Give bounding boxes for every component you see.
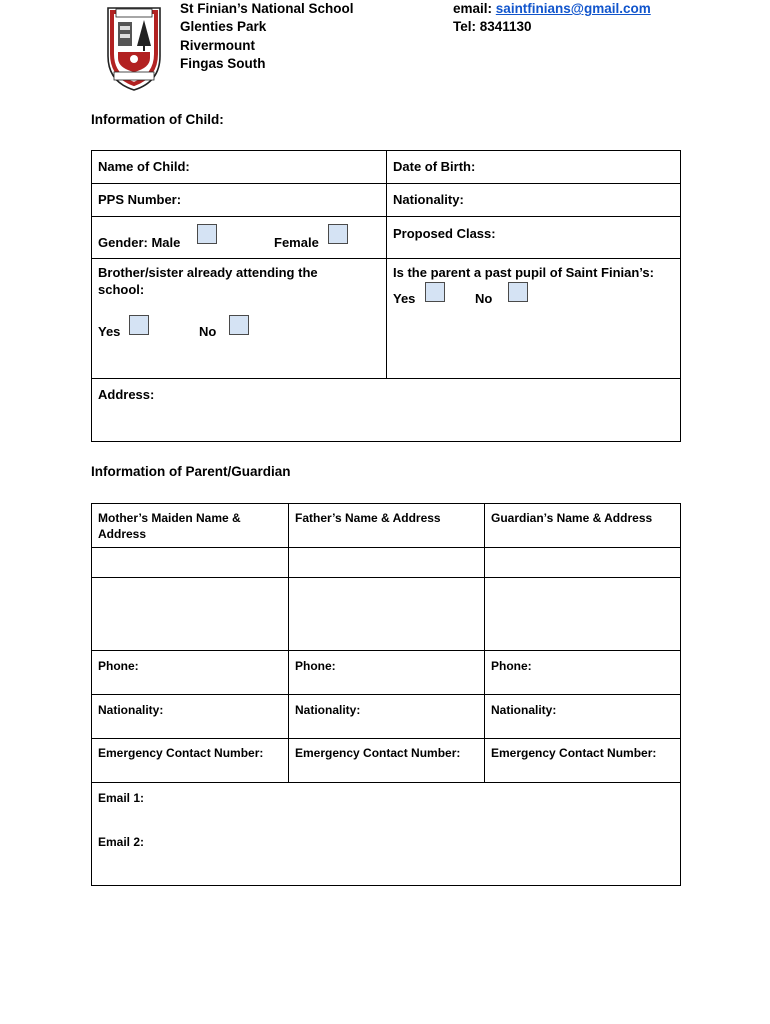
school-crest-logo	[104, 4, 164, 94]
past-pupil-yes-checkbox[interactable]	[425, 282, 445, 302]
parent-section-heading: Information of Parent/Guardian	[91, 464, 291, 479]
father-nationality-cell[interactable]	[288, 694, 485, 739]
past-pupil-no-checkbox[interactable]	[508, 282, 528, 302]
sibling-question-line2: school:	[98, 282, 145, 297]
father-header-cell	[288, 503, 485, 548]
school-email-line	[453, 0, 651, 19]
sibling-yes-checkbox[interactable]	[129, 315, 149, 335]
gender-female-label: Female	[274, 235, 319, 250]
father-header: Father’s Name & Address	[295, 511, 441, 525]
guardian-nationality-label: Nationality:	[491, 703, 557, 717]
gender-male-label: Gender: Male	[98, 235, 181, 250]
mother-address-cell[interactable]	[91, 577, 289, 651]
email-label: email:	[453, 1, 493, 16]
proposed-class-label: Proposed Class:	[393, 226, 496, 241]
gender-female-checkbox[interactable]	[328, 224, 348, 244]
school-name: St Finian’s National School	[180, 1, 354, 16]
child-nationality-cell[interactable]	[386, 183, 681, 217]
date-of-birth-label: Date of Birth:	[393, 159, 476, 174]
school-address-line3: Fingas South	[180, 56, 266, 71]
school-address-line1: Glenties Park	[180, 19, 267, 34]
past-pupil-yes-label: Yes	[393, 291, 416, 306]
guardian-emergency-label: Emergency Contact Number:	[491, 746, 657, 760]
guardian-phone-cell[interactable]	[484, 650, 681, 695]
school-address-line2: Rivermount	[180, 38, 256, 53]
gender-male-checkbox[interactable]	[197, 224, 217, 244]
sibling-attending-cell	[91, 258, 387, 379]
mother-name-cell[interactable]	[91, 547, 289, 578]
email1-label: Email 1:	[98, 791, 145, 805]
pps-number-cell[interactable]	[91, 183, 387, 217]
father-phone-cell[interactable]	[288, 650, 485, 695]
guardian-header: Guardian’s Name & Address	[491, 511, 653, 525]
email2-label: Email 2:	[98, 835, 145, 849]
past-pupil-no-label: No	[475, 291, 493, 306]
mother-header-line2: Address	[98, 527, 147, 541]
proposed-class-cell[interactable]	[386, 216, 681, 259]
mother-emergency-cell[interactable]	[91, 738, 289, 783]
mother-phone-label: Phone:	[98, 659, 139, 673]
sibling-question-line1: Brother/sister already attending the	[98, 265, 318, 280]
father-phone-label: Phone:	[295, 659, 336, 673]
guardian-phone-label: Phone:	[491, 659, 532, 673]
guardian-nationality-cell[interactable]	[484, 694, 681, 739]
mother-header-cell	[91, 503, 289, 548]
sibling-yes-label: Yes	[98, 324, 121, 339]
child-nationality-label: Nationality:	[393, 192, 464, 207]
sibling-no-label: No	[199, 324, 217, 339]
school-telephone: Tel: 8341130	[453, 19, 532, 34]
guardian-name-cell[interactable]	[484, 547, 681, 578]
sibling-no-checkbox[interactable]	[229, 315, 249, 335]
guardian-address-cell[interactable]	[484, 577, 681, 651]
mother-nationality-cell[interactable]	[91, 694, 289, 739]
father-name-cell[interactable]	[288, 547, 485, 578]
name-of-child-label: Name of Child:	[98, 159, 190, 174]
child-section-heading: Information of Child:	[91, 112, 224, 127]
father-emergency-label: Emergency Contact Number:	[295, 746, 461, 760]
mother-emergency-label: Emergency Contact Number:	[98, 746, 264, 760]
past-pupil-cell	[386, 258, 681, 379]
date-of-birth-cell[interactable]	[386, 150, 681, 184]
address-label: Address:	[98, 387, 155, 402]
past-pupil-question: Is the parent a past pupil of Saint Finian’s:	[393, 265, 654, 280]
mother-phone-cell[interactable]	[91, 650, 289, 695]
mother-header-line1: Mother’s Maiden Name &	[98, 511, 241, 525]
email-cell[interactable]	[91, 782, 681, 886]
name-of-child-cell[interactable]	[91, 150, 387, 184]
address-cell[interactable]	[91, 378, 681, 442]
father-nationality-label: Nationality:	[295, 703, 361, 717]
school-email-link[interactable]: saintfinians@gmail.com	[495, 1, 651, 16]
guardian-emergency-cell[interactable]	[484, 738, 681, 783]
gender-cell	[91, 216, 387, 259]
mother-nationality-label: Nationality:	[98, 703, 164, 717]
father-emergency-cell[interactable]	[288, 738, 485, 783]
guardian-header-cell	[484, 503, 681, 548]
father-address-cell[interactable]	[288, 577, 485, 651]
pps-number-label: PPS Number:	[98, 192, 182, 207]
